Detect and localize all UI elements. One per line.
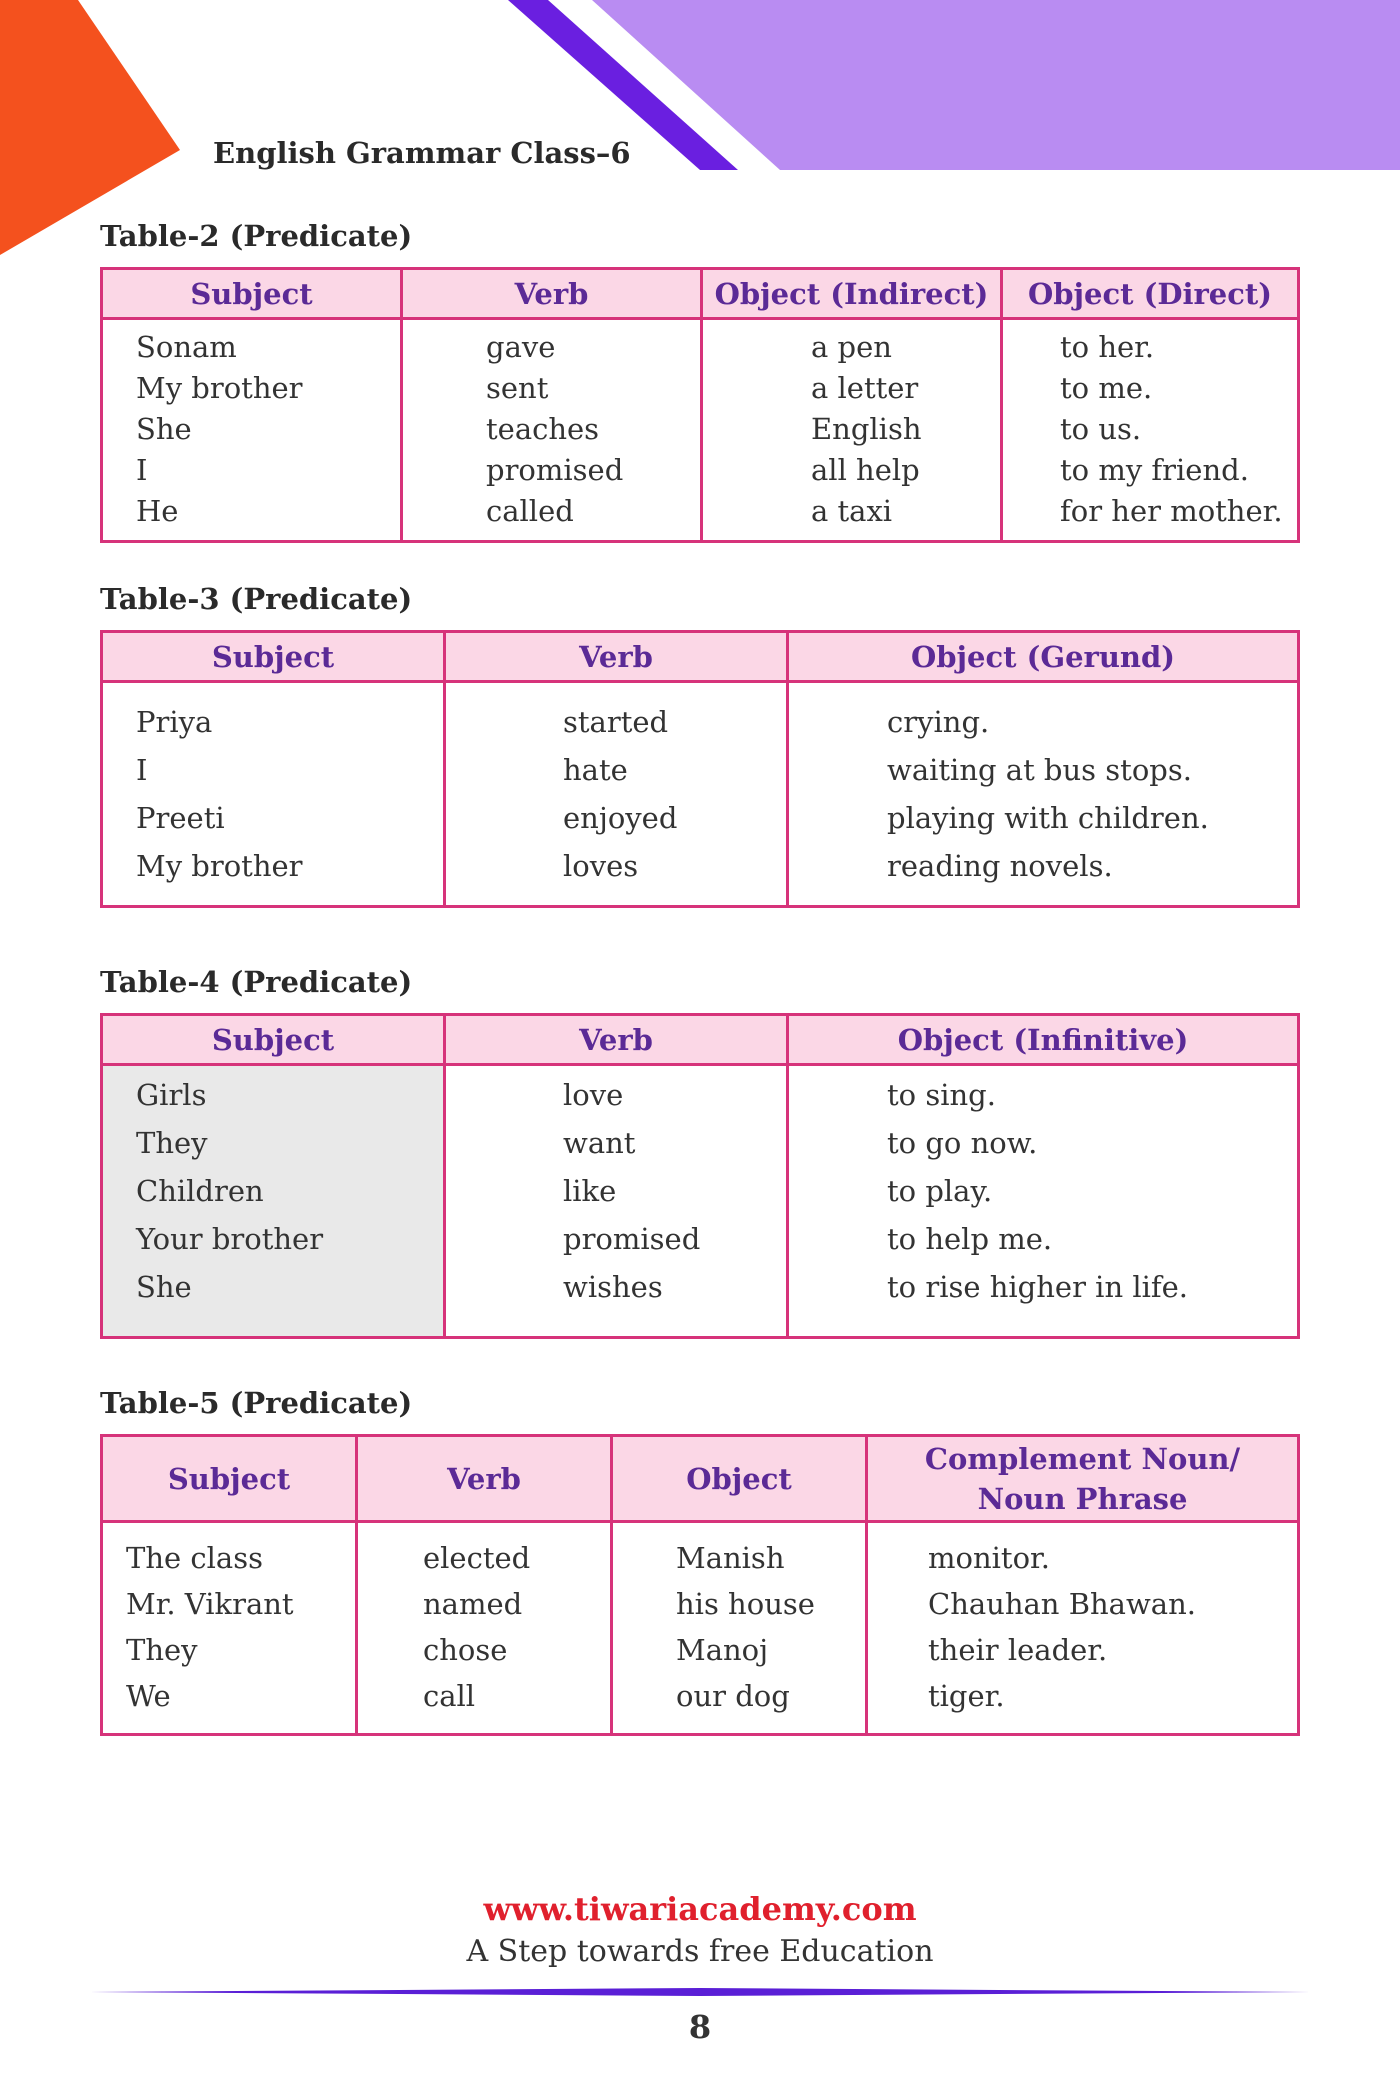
table-5-col-complement (868, 1523, 1297, 1733)
table-4-header-object-infinitive: Object (Infinitive) (897, 1022, 1189, 1057)
table-5-header-subject: Subject (103, 1437, 358, 1520)
table-2-col-subject (103, 320, 403, 540)
table-cell: hate (563, 753, 628, 787)
table-cell: for her mother. (1060, 494, 1283, 528)
table-cell: My brother (136, 371, 303, 405)
table-cell: We (126, 1679, 171, 1713)
table-cell: My brother (136, 849, 303, 883)
table-cell: wishes (563, 1270, 663, 1304)
table-cell: a letter (811, 371, 919, 405)
table-cell: to me. (1060, 371, 1153, 405)
table-cell: to her. (1060, 330, 1155, 364)
table-5-col-verb (358, 1523, 613, 1733)
table-2-header-subject: Subject (103, 270, 403, 317)
table-5-header-complement (868, 1437, 1297, 1520)
table-cell: They (136, 1126, 208, 1160)
book-title: English Grammar Class–6 (213, 136, 631, 170)
table-cell: waiting at bus stops. (887, 753, 1192, 787)
table-cell: named (423, 1587, 523, 1621)
table-cell: to my friend. (1060, 453, 1249, 487)
table-5 (100, 1434, 1300, 1736)
orange-corner-triangle (0, 0, 180, 255)
table-cell: He (136, 494, 179, 528)
footer-divider (90, 1988, 1310, 1996)
table-cell: crying. (887, 705, 990, 739)
table-3-col-object (789, 683, 1297, 905)
table-cell: like (563, 1174, 617, 1208)
table-cell: started (563, 705, 669, 739)
table-cell: Preeti (136, 801, 225, 835)
table-3-header-object-gerund: Object (Gerund) (910, 639, 1176, 674)
table-cell: She (136, 1270, 192, 1304)
table-3-col-subject (103, 683, 446, 905)
table-cell: a taxi (811, 494, 893, 528)
table-cell: sent (486, 371, 549, 405)
table-cell: to rise higher in life. (887, 1270, 1189, 1304)
table-cell: gave (486, 330, 556, 364)
table-2-header-object-indirect: Object (Indirect) (703, 270, 1003, 317)
table-4-col-verb (446, 1066, 789, 1336)
table-cell: their leader. (928, 1633, 1108, 1667)
table-cell: I (136, 453, 148, 487)
table-cell: want (563, 1126, 636, 1160)
table-cell: Chauhan Bhawan. (928, 1587, 1196, 1621)
table-5-col-object (613, 1523, 868, 1733)
table-cell: teaches (486, 412, 600, 446)
table-cell: to go now. (887, 1126, 1038, 1160)
table-cell: call (423, 1679, 476, 1713)
table-cell: Children (136, 1174, 264, 1208)
table-5-header-complement-line2: Noun Phrase (977, 1481, 1188, 1516)
table-2-col-verb (403, 320, 703, 540)
table-3-header-verb: Verb (446, 633, 789, 680)
table-3 (100, 630, 1300, 908)
table-2-col-object-direct (1003, 320, 1297, 540)
table-cell: She (136, 412, 192, 446)
table-4-header-subject: Subject (103, 1016, 446, 1063)
table-cell: love (563, 1078, 624, 1112)
table-cell: Priya (136, 705, 213, 739)
table-cell: enjoyed (563, 801, 678, 835)
table-cell: The class (126, 1541, 263, 1575)
table-2 (100, 267, 1300, 543)
table-cell: to us. (1060, 412, 1142, 446)
table-cell: our dog (676, 1679, 790, 1713)
footer-website-link[interactable]: www.tiwariacademy.com (483, 1890, 917, 1928)
table-cell: to help me. (887, 1222, 1053, 1256)
table-cell: called (486, 494, 574, 528)
footer-tagline: A Step towards free Education (466, 1934, 934, 1969)
table-cell: to play. (887, 1174, 993, 1208)
table-cell: elected (423, 1541, 531, 1575)
table-cell: promised (486, 453, 624, 487)
table-cell: promised (563, 1222, 701, 1256)
table-cell: English (811, 412, 922, 446)
table-4-col-subject (103, 1066, 446, 1336)
table-2-header-verb: Verb (403, 270, 703, 317)
table-5-col-subject (103, 1523, 358, 1733)
table-3-caption: Table-3 (Predicate) (100, 582, 413, 616)
table-4-col-object (789, 1066, 1297, 1336)
table-cell: Your brother (136, 1222, 324, 1256)
table-cell: to sing. (887, 1078, 996, 1112)
table-3-header-subject: Subject (103, 633, 446, 680)
table-cell: his house (676, 1587, 815, 1621)
table-4 (100, 1013, 1300, 1339)
table-cell: all help (811, 453, 920, 487)
table-5-header-verb: Verb (358, 1437, 613, 1520)
table-cell: loves (563, 849, 639, 883)
page-number: 8 (688, 2008, 712, 2046)
table-4-header-verb: Verb (446, 1016, 789, 1063)
table-5-header-complement-line1: Complement Noun/ (924, 1441, 1241, 1476)
table-3-col-verb (446, 683, 789, 905)
lavender-banner (592, 0, 1400, 170)
table-cell: chose (423, 1633, 508, 1667)
table-cell: I (136, 753, 148, 787)
table-4-caption: Table-4 (Predicate) (100, 965, 413, 999)
table-cell: tiger. (928, 1679, 1005, 1713)
table-2-col-object-indirect (703, 320, 1003, 540)
table-cell: reading novels. (887, 849, 1113, 883)
table-5-caption: Table-5 (Predicate) (100, 1386, 413, 1420)
table-cell: Girls (136, 1078, 207, 1112)
table-cell: Mr. Vikrant (126, 1587, 294, 1621)
table-cell: They (126, 1633, 198, 1667)
table-cell: a pen (811, 330, 892, 364)
table-cell: monitor. (928, 1541, 1050, 1575)
table-cell: playing with children. (887, 801, 1209, 835)
table-cell: Manish (676, 1541, 785, 1575)
table-2-caption: Table-2 (Predicate) (100, 219, 413, 253)
table-cell: Manoj (676, 1633, 769, 1667)
table-cell: Sonam (136, 330, 237, 364)
table-5-header-object: Object (613, 1437, 868, 1520)
table-2-header-object-direct: Object (Direct) (1027, 276, 1273, 311)
